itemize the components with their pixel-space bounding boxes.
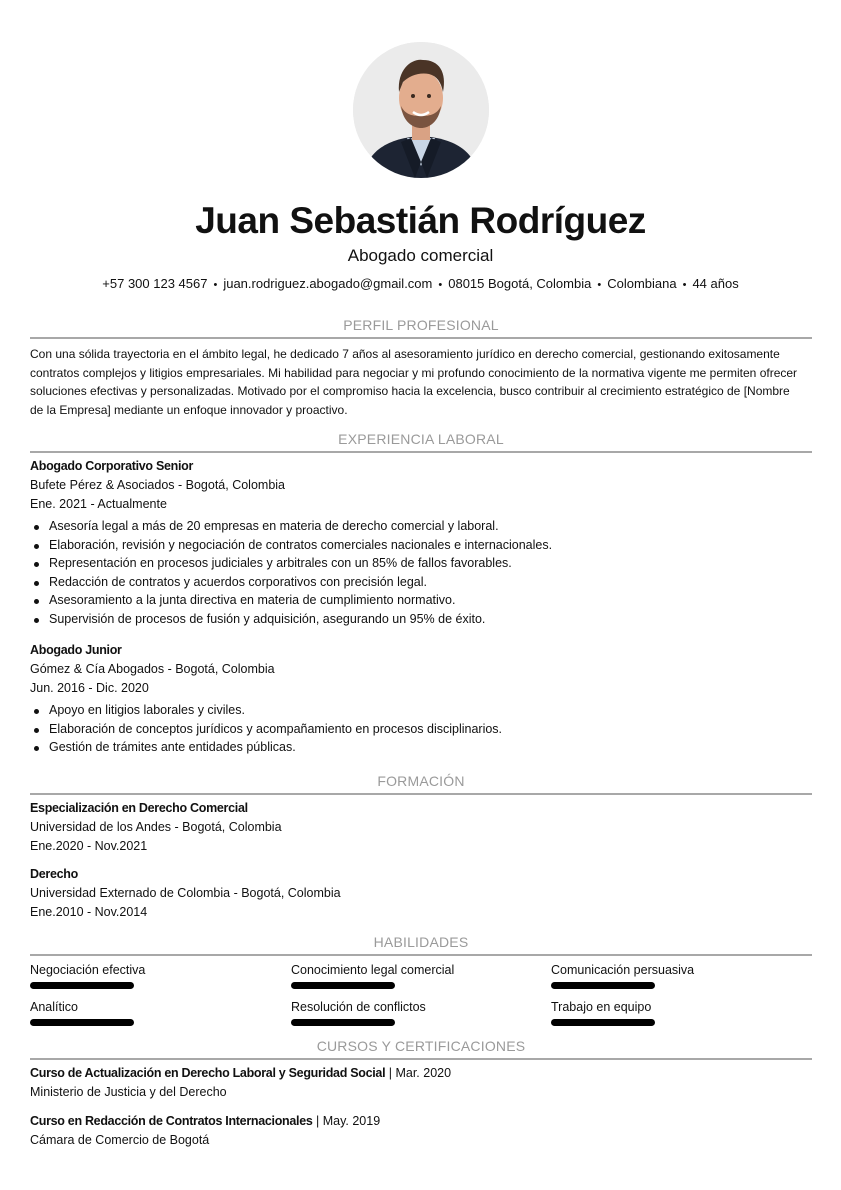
- separator: •: [213, 279, 218, 291]
- education-degree: Especialización en Derecho Comercial: [30, 801, 248, 815]
- job-company: Bufete Pérez & Asociados - Bogotá, Colombia: [30, 478, 286, 492]
- education-degree: Derecho: [30, 867, 78, 881]
- education-school: Universidad de los Andes - Bogotá, Colombia: [30, 820, 282, 834]
- profile-line: de la Empresa] mediante un enfoque innovador y proactivo.: [30, 402, 348, 417]
- course-title: Curso de Actualización en Derecho Laboral y Seguridad Social: [30, 1066, 386, 1080]
- section-title-courses: CURSOS Y CERTIFICACIONES: [30, 1038, 812, 1060]
- education-school: Universidad Externado de Colombia - Bogotá, Colombia: [30, 886, 341, 900]
- separator: •: [597, 279, 602, 291]
- job-company: Gómez & Cía Abogados - Bogotá, Colombia: [30, 662, 275, 676]
- education-dates: Ene.2010 - Nov.2014: [30, 905, 148, 919]
- skill-bar: [291, 1019, 395, 1026]
- list-item: Gestión de trámites ante entidades públicas.: [30, 738, 502, 757]
- job-role: Abogado Junior: [30, 643, 122, 657]
- course-issuer: Ministerio de Justicia y del Derecho: [30, 1085, 227, 1099]
- profile-photo: [353, 42, 489, 178]
- section-title-skills: HABILIDADES: [30, 934, 812, 956]
- section-title-experience: EXPERIENCIA LABORAL: [30, 431, 812, 453]
- list-item: Elaboración, revisión y negociación de contratos comerciales nacionales e internacionales.: [30, 536, 552, 555]
- job-role: Abogado Corporativo Senior: [30, 459, 194, 473]
- skill-bar: [551, 982, 655, 989]
- skill-item: [30, 963, 145, 989]
- skill-bar: [291, 982, 395, 989]
- job-bullets: [30, 517, 552, 629]
- section-title-education: FORMACIÓN: [30, 773, 812, 795]
- list-item: Elaboración de conceptos jurídicos y acompañamiento en procesos disciplinarios.: [30, 720, 502, 739]
- list-item: Asesoramiento a la junta directiva en materia de cumplimiento normativo.: [30, 591, 552, 610]
- job-bullets: [30, 701, 502, 757]
- skill-item: [551, 963, 694, 989]
- profile-line: soluciones efectivas y personalizadas. Motivado por el compromiso hacia la excelencia, busco contribuir al crecimiento estratégico de [Nombre: [30, 384, 790, 398]
- course-title-line: [30, 1066, 451, 1080]
- list-item: Redacción de contratos y acuerdos corporativos con precisión legal.: [30, 573, 552, 592]
- email: juan.rodriguez.abogado@gmail.com: [223, 276, 433, 291]
- skill-name: Comunicación persuasiva: [551, 963, 695, 977]
- skill-bar: [30, 982, 134, 989]
- profile-summary: [30, 345, 814, 419]
- skill-name: Trabajo en equipo: [551, 1000, 652, 1014]
- course-issuer: Cámara de Comercio de Bogotá: [30, 1133, 210, 1147]
- course-title: Curso en Redacción de Contratos Internacionales: [30, 1114, 313, 1128]
- profile-line: contratos complejos y litigios empresariales. Mi habilidad para negociar y mi profundo conocimiento de la normativa vigente me permiten ofrecer: [30, 365, 798, 380]
- job-dates: Jun. 2016 - Dic. 2020: [30, 681, 149, 695]
- skill-item: [551, 1000, 655, 1026]
- list-item: Asesoría legal a más de 20 empresas en materia de derecho comercial y laboral.: [30, 517, 552, 536]
- skill-bar: [30, 1019, 134, 1026]
- nationality: Colombiana: [607, 276, 677, 291]
- phone: +57 300 123 4567: [102, 276, 208, 291]
- course-title-line: [30, 1114, 380, 1128]
- separator: •: [682, 279, 687, 291]
- education-dates: Ene.2020 - Nov.2021: [30, 839, 148, 853]
- job-dates: Ene. 2021 - Actualmente: [30, 497, 167, 511]
- separator: •: [438, 279, 443, 291]
- contact-line: [0, 276, 841, 291]
- skill-name: Negociación efectiva: [30, 963, 146, 977]
- section-title-profile: PERFIL PROFESIONAL: [30, 317, 812, 339]
- list-item: Apoyo en litigios laborales y civiles.: [30, 701, 502, 720]
- profile-line: Con una sólida trayectoria en el ámbito legal, he dedicado 7 años al asesoramiento jurídico en derecho comercial, gestionando exitosamente: [30, 347, 780, 361]
- skill-bar: [551, 1019, 655, 1026]
- skill-name: Conocimiento legal comercial: [291, 963, 455, 977]
- skill-item: [291, 1000, 426, 1026]
- skill-name: Resolución de conflictos: [291, 1000, 426, 1014]
- course-date: | Mar. 2020: [388, 1066, 452, 1080]
- candidate-title: Abogado comercial: [347, 246, 494, 265]
- skill-item: [291, 963, 454, 989]
- age: 44 años: [692, 276, 739, 291]
- list-item: Representación en procesos judiciales y arbitrales con un 85% de fallos favorables.: [30, 554, 552, 573]
- address: 08015 Bogotá, Colombia: [448, 276, 592, 291]
- skill-item: [30, 1000, 134, 1026]
- course-date: | May. 2019: [315, 1114, 381, 1128]
- candidate-name: Juan Sebastián Rodríguez: [195, 200, 646, 241]
- skill-name: Analítico: [30, 1000, 78, 1014]
- list-item: Supervisión de procesos de fusión y adquisición, asegurando un 95% de éxito.: [30, 610, 552, 629]
